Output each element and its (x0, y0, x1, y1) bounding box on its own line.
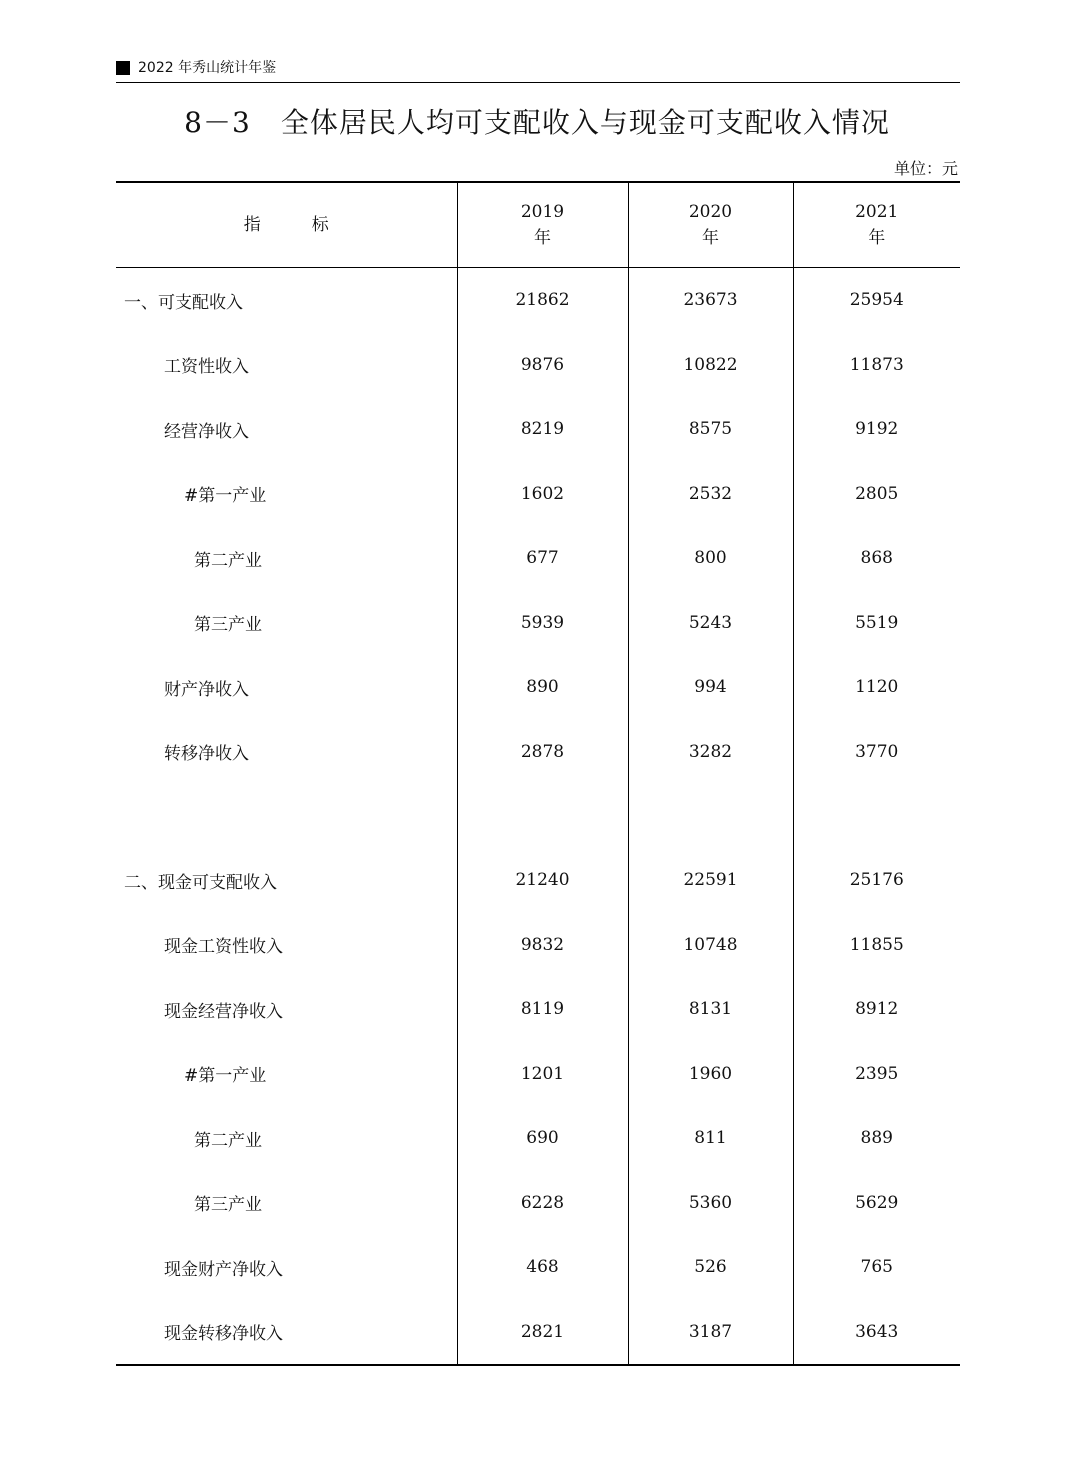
cell-value: 890 (457, 655, 628, 720)
table-row (116, 720, 960, 785)
table-row (116, 848, 960, 913)
year-header-2019 (457, 182, 628, 268)
cell-value: 5243 (628, 591, 793, 656)
year-number: 2021 (855, 202, 899, 222)
cell-value: 8131 (628, 977, 793, 1042)
row-label: 现金工资性收入 (164, 937, 283, 958)
spacer-cell (116, 784, 457, 848)
row-label: #第一产业 (184, 1066, 267, 1087)
cell-value: 11855 (793, 913, 960, 978)
row-label: 经营净收入 (164, 421, 249, 442)
cell-value: 5360 (628, 1171, 793, 1236)
cell-value: 8219 (457, 397, 628, 462)
spacer-cell (793, 784, 960, 848)
table-row (116, 1171, 960, 1236)
row-label: 现金财产净收入 (164, 1259, 283, 1280)
row-label: 财产净收入 (164, 679, 249, 700)
cell-value: 21240 (457, 848, 628, 913)
cell-value: 994 (628, 655, 793, 720)
row-label: 二、现金可支配收入 (124, 872, 277, 893)
cell-value: 6228 (457, 1171, 628, 1236)
cell-value: 2821 (457, 1300, 628, 1366)
cell-value: 9876 (457, 333, 628, 398)
table-row (116, 526, 960, 591)
spacer-cell (457, 784, 628, 848)
year-suffix: 年 (868, 228, 886, 248)
cell-value: 868 (793, 526, 960, 591)
cell-value: 889 (793, 1106, 960, 1171)
cell-value: 677 (457, 526, 628, 591)
year-number: 2019 (520, 202, 565, 222)
row-label: 一、可支配收入 (124, 292, 243, 313)
table-row (116, 591, 960, 656)
cell-value: 10822 (628, 333, 793, 398)
cell-value: 690 (457, 1106, 628, 1171)
cell-value: 5519 (793, 591, 960, 656)
cell-value: 811 (628, 1106, 793, 1171)
year-number: 2020 (688, 202, 733, 222)
cell-value: 10748 (628, 913, 793, 978)
cell-value: 800 (628, 526, 793, 591)
indicator-header: 指 标 (116, 182, 457, 268)
cell-value: 11873 (793, 333, 960, 398)
cell-value: 9192 (793, 397, 960, 462)
year-header-2021 (793, 182, 960, 268)
cell-value: 8912 (793, 977, 960, 1042)
cell-value: 3770 (793, 720, 960, 785)
cell-value: 25954 (793, 268, 960, 333)
table-row (116, 1106, 960, 1171)
table-row (116, 913, 960, 978)
row-label: 第二产业 (194, 550, 262, 571)
cell-value: 25176 (793, 848, 960, 913)
row-label: 第三产业 (194, 1195, 262, 1216)
table-title (0, 103, 1074, 143)
row-label: 第二产业 (194, 1130, 262, 1151)
table-row (116, 397, 960, 462)
data-table (116, 181, 960, 1366)
year-header-2020 (628, 182, 793, 268)
cell-value: 3282 (628, 720, 793, 785)
table-row (116, 977, 960, 1042)
table-row (116, 1300, 960, 1366)
row-label: 现金转移净收入 (164, 1324, 283, 1345)
spacer-cell (628, 784, 793, 848)
table-row (116, 268, 960, 333)
cell-value: 1602 (457, 462, 628, 527)
cell-value: 9832 (457, 913, 628, 978)
cell-value: 2532 (628, 462, 793, 527)
cell-value: 2878 (457, 720, 628, 785)
table-row (116, 1235, 960, 1300)
row-label: 现金经营净收入 (164, 1001, 283, 1022)
cell-value: 1201 (457, 1042, 628, 1107)
cell-value: 5939 (457, 591, 628, 656)
cell-value: 3643 (793, 1300, 960, 1366)
cell-value: 23673 (628, 268, 793, 333)
row-label: 转移净收入 (164, 744, 249, 765)
cell-value: 526 (628, 1235, 793, 1300)
row-label: 第三产业 (194, 615, 262, 636)
cell-value: 3187 (628, 1300, 793, 1366)
year-suffix: 年 (534, 228, 551, 248)
header-text: 2022 年秀山统计年鉴 (138, 60, 277, 76)
cell-value: 1120 (793, 655, 960, 720)
table-spacer-row (116, 784, 960, 848)
header-square-icon (116, 61, 130, 75)
row-label: 工资性收入 (164, 357, 249, 378)
table-row (116, 655, 960, 720)
cell-value: 2395 (793, 1042, 960, 1107)
table-row (116, 462, 960, 527)
cell-value: 8575 (628, 397, 793, 462)
cell-value: 765 (793, 1235, 960, 1300)
table-number: 8－3 (184, 106, 251, 139)
table-title-text: 全体居民人均可支配收入与现金可支配收入情况 (280, 106, 890, 139)
unit-label: 单位：元 (893, 159, 958, 178)
row-label: #第一产业 (184, 486, 267, 507)
cell-value: 22591 (628, 848, 793, 913)
year-suffix: 年 (702, 228, 719, 248)
cell-value: 8119 (457, 977, 628, 1042)
cell-value: 1960 (628, 1042, 793, 1107)
cell-value: 2805 (793, 462, 960, 527)
table-header-row (116, 182, 960, 268)
cell-value: 5629 (793, 1171, 960, 1236)
running-header (116, 57, 960, 83)
cell-value: 468 (457, 1235, 628, 1300)
table-row (116, 1042, 960, 1107)
cell-value: 21862 (457, 268, 628, 333)
table-row (116, 333, 960, 398)
